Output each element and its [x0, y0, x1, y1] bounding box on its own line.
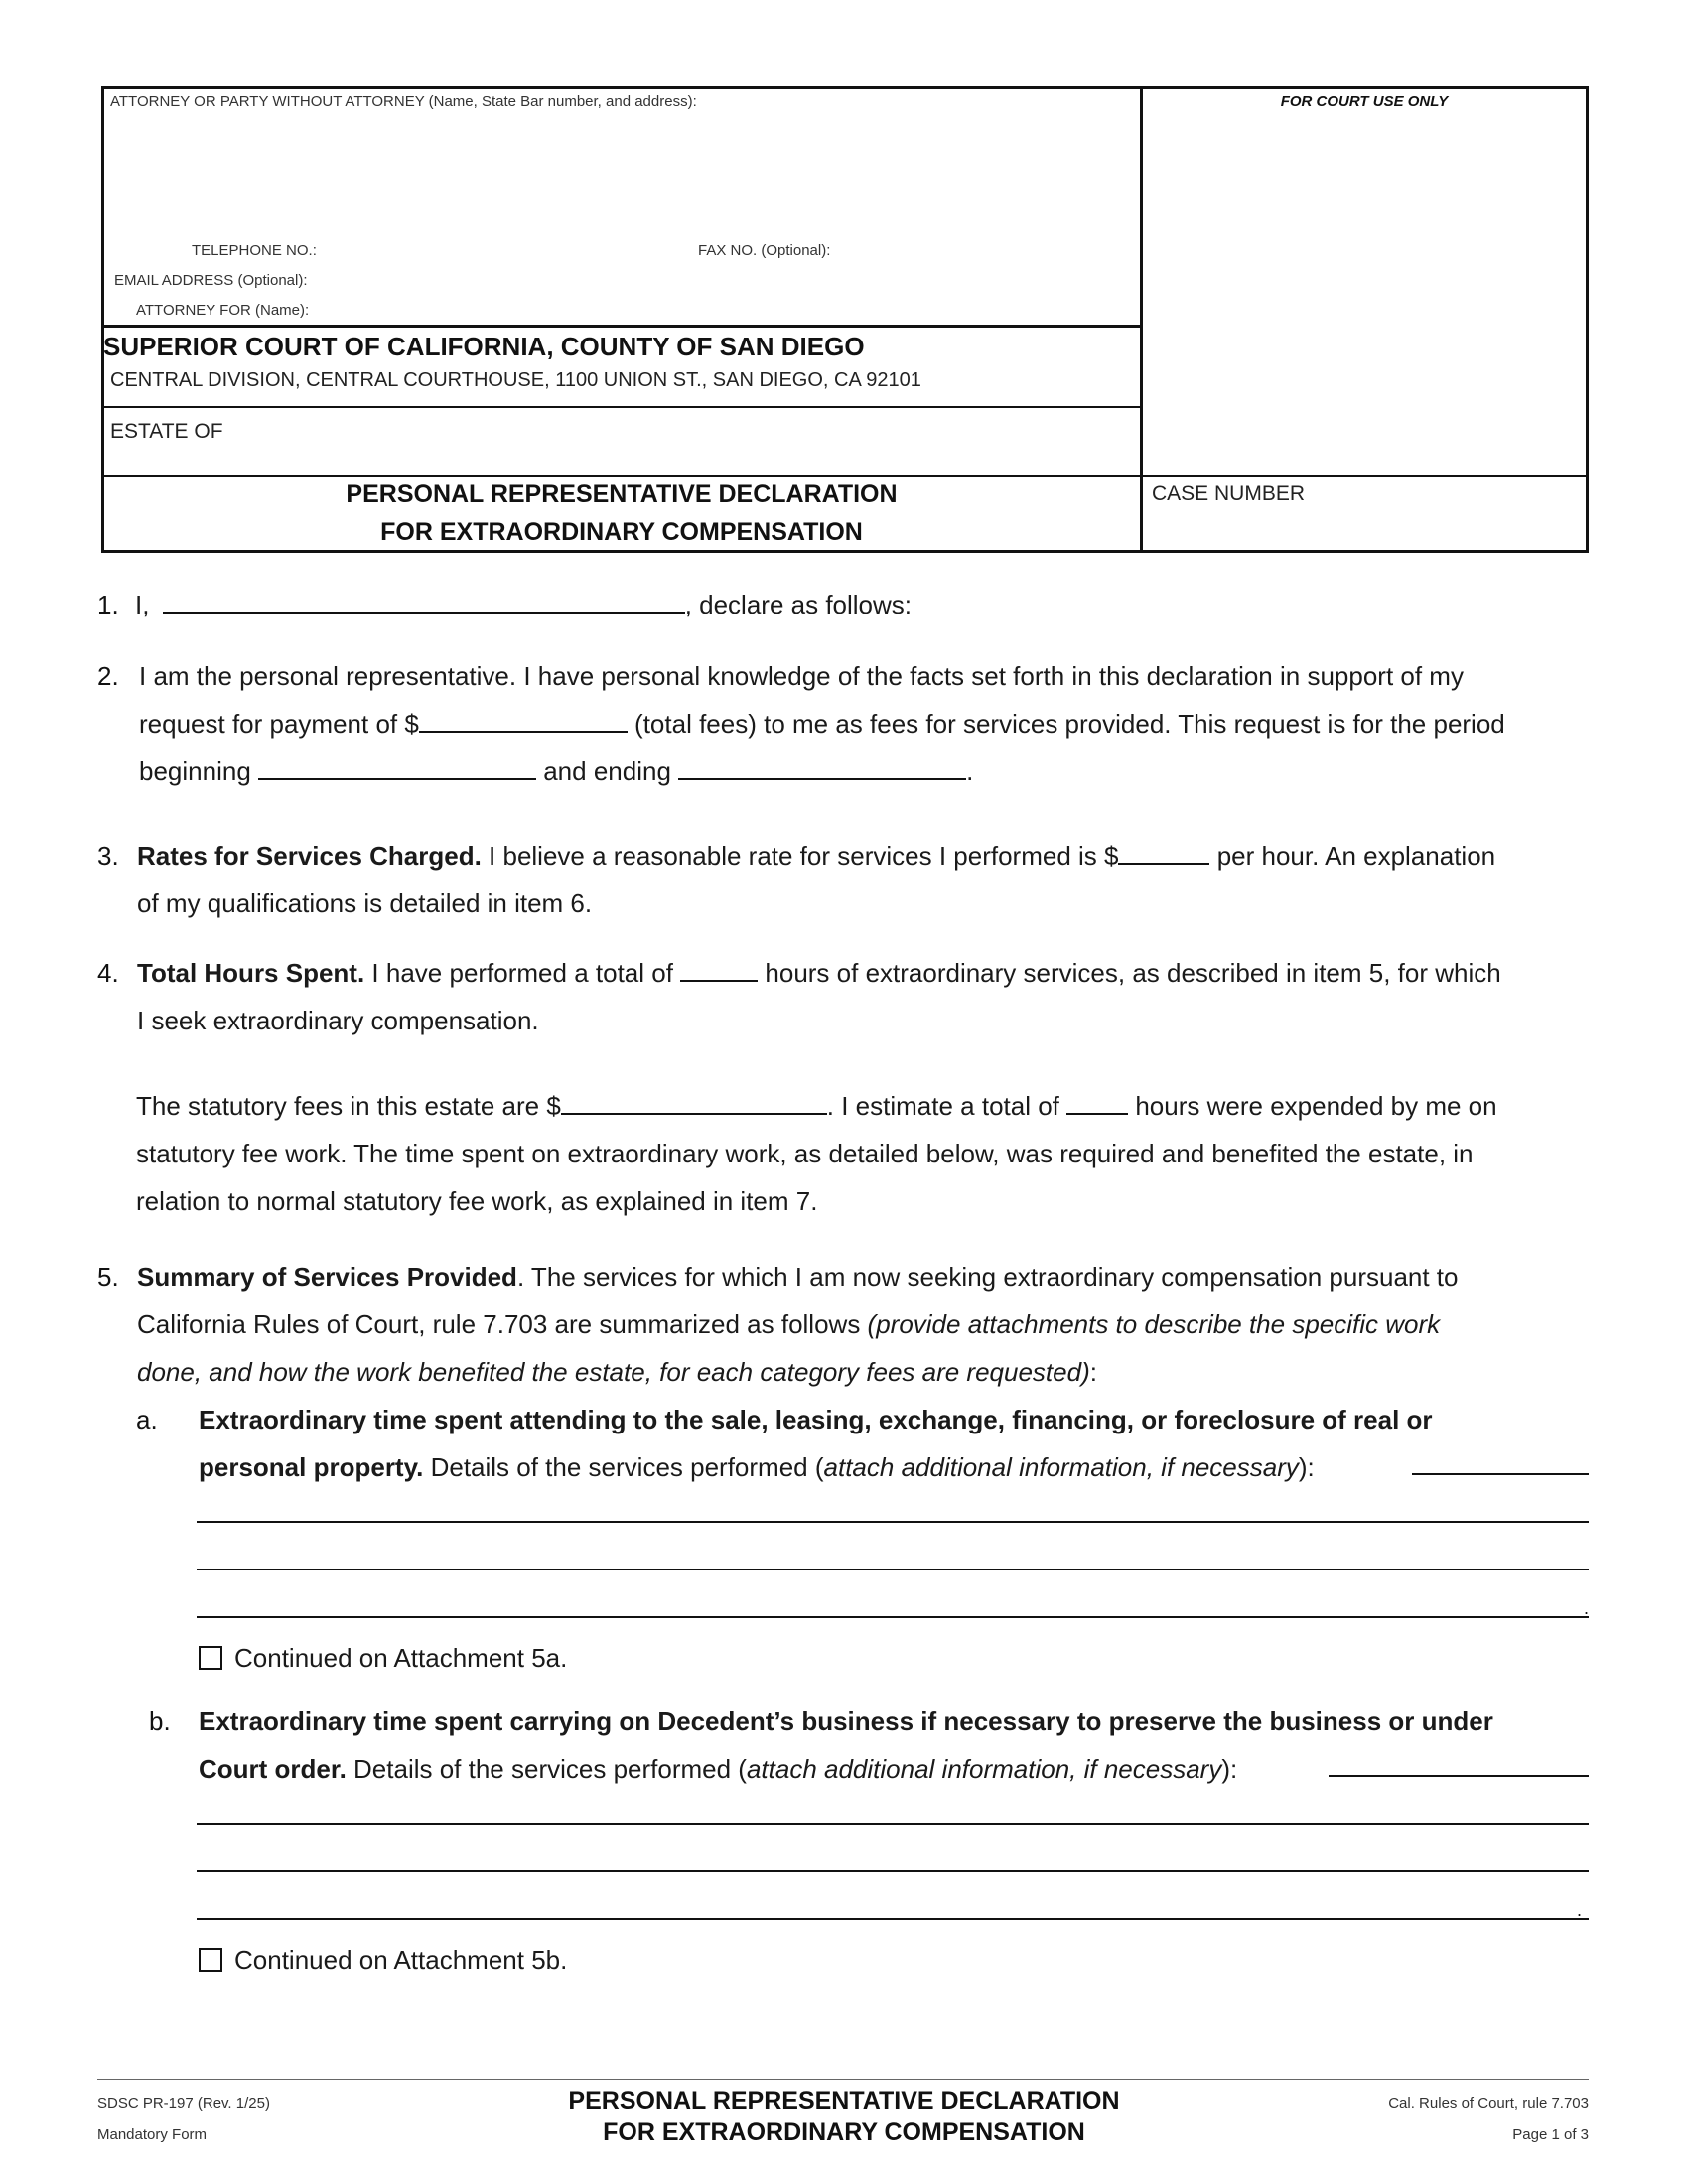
- item-2: [139, 652, 1599, 795]
- attorney-label: ATTORNEY OR PARTY WITHOUT ATTORNEY (Name, State Bar number, and address):: [110, 93, 697, 110]
- attachment-5a-checkbox[interactable]: [199, 1646, 222, 1670]
- estate-of-field[interactable]: [238, 415, 1132, 467]
- item-5a-details-field-2[interactable]: [197, 1521, 1589, 1523]
- statutory-hours-field[interactable]: [1066, 1089, 1128, 1115]
- footer-title-line1: PERSONAL REPRESENTATIVE DECLARATION: [568, 2087, 1120, 2115]
- item-4-heading: Total Hours Spent.: [137, 958, 365, 988]
- item-5a-details-field-3[interactable]: [197, 1569, 1589, 1570]
- attorney-name-field[interactable]: [107, 115, 1130, 234]
- item-5b-continued: [199, 1936, 567, 1983]
- court-name: SUPERIOR COURT OF CALIFORNIA, COUNTY OF SAN DIEGO: [103, 332, 865, 361]
- item-2-line2: request for payment of $ (total fees) to me as fees for services provided. This request is for the period: [139, 709, 1505, 739]
- statutory-fees-field[interactable]: [561, 1089, 827, 1115]
- item-5a-details-field-4[interactable]: [197, 1616, 1589, 1618]
- form-title-line1: PERSONAL REPRESENTATIVE DECLARATION: [346, 480, 898, 508]
- case-number-field[interactable]: [1152, 510, 1579, 548]
- item-5b-letter: b.: [149, 1706, 171, 1736]
- attorney-for-label: ATTORNEY FOR (Name):: [136, 302, 310, 319]
- item-3-number: 3.: [97, 841, 119, 871]
- item-5-line3: done, and how the work benefited the estate, for each category fees are requested):: [137, 1357, 1097, 1387]
- court-use-only-label: FOR COURT USE ONLY: [1280, 93, 1449, 110]
- period-beginning-field[interactable]: [258, 754, 536, 780]
- item-5a-heading-line1: Extraordinary time spent attending to the sale, leasing, exchange, financing, or foreclosure of real or: [199, 1405, 1433, 1434]
- item-1-pre: I,: [135, 590, 150, 619]
- mandatory-form: Mandatory Form: [97, 2126, 208, 2143]
- item-5b-period: .: [1577, 1900, 1583, 1920]
- period-ending-field[interactable]: [678, 754, 966, 780]
- item-2-line1: I am the personal representative. I have personal knowledge of the facts set forth in this declaration in support of my: [139, 661, 1464, 691]
- item-3-line1: Rates for Services Charged. I believe a reasonable rate for services I performed is $ per hour. An explanation: [137, 841, 1496, 871]
- telephone-field[interactable]: [334, 238, 681, 262]
- case-number-label: CASE NUMBER: [1152, 482, 1306, 505]
- item-5b-details-field-2[interactable]: [197, 1823, 1589, 1825]
- title-rule: [101, 475, 1589, 477]
- court-rule-bottom: [101, 406, 1142, 408]
- item-1-number: 1.: [97, 590, 119, 619]
- item-5b-heading-line1: Extraordinary time spent carrying on Decedent’s business if necessary to preserve the business or under: [199, 1706, 1493, 1736]
- item-3-line2: of my qualifications is detailed in item 6.: [137, 888, 593, 918]
- item-2-number: 2.: [97, 661, 119, 691]
- item-4-number: 4.: [97, 958, 119, 988]
- item-4: [137, 949, 1597, 1044]
- item-5a-period: .: [1584, 1598, 1590, 1618]
- total-fees-field[interactable]: [419, 707, 628, 733]
- item-4-para-line3: relation to normal statutory fee work, as explained in item 7.: [136, 1186, 818, 1216]
- form-number: SDSC PR-197 (Rev. 1/25): [97, 2095, 270, 2112]
- court-rule-top: [101, 325, 1142, 328]
- item-4-para-line2: statutory fee work. The time spent on extraordinary work, as detailed below, was required and benefited the estate, in: [136, 1139, 1474, 1168]
- item-5a-letter: a.: [136, 1405, 158, 1434]
- item-5-heading: Summary of Services Provided: [137, 1262, 517, 1292]
- item-1-post: , declare as follows:: [684, 590, 913, 619]
- footer-rule-citation: Cal. Rules of Court, rule 7.703: [1388, 2095, 1589, 2112]
- item-5a-heading-line2: personal property. Details of the services performed (attach additional information, if necessary):: [199, 1452, 1315, 1482]
- item-2-line3: beginning and ending .: [139, 756, 974, 786]
- attachment-5b-label: Continued on Attachment 5b.: [234, 1945, 568, 1975]
- email-field[interactable]: [334, 268, 1128, 292]
- footer-rule: [97, 2079, 1589, 2080]
- item-5a-continued: [199, 1634, 567, 1682]
- hourly-rate-field[interactable]: [1118, 839, 1209, 865]
- item-3: [137, 832, 1597, 927]
- item-1: [135, 581, 912, 628]
- item-4-line2: I seek extraordinary compensation.: [137, 1006, 539, 1035]
- court-use-field: [1144, 117, 1585, 473]
- item-4-line1: Total Hours Spent. I have performed a total of hours of extraordinary services, as described in item 5, for which: [137, 958, 1501, 988]
- fax-field[interactable]: [849, 238, 1127, 262]
- estate-of-label: ESTATE OF: [110, 420, 223, 443]
- item-5b-details-field-4[interactable]: [197, 1918, 1589, 1920]
- item-5a-details-field-1[interactable]: [1412, 1473, 1589, 1475]
- declarant-name-field[interactable]: [163, 588, 685, 614]
- attorney-for-field[interactable]: [334, 298, 1128, 322]
- attachment-5a-label: Continued on Attachment 5a.: [234, 1643, 568, 1673]
- court-address: CENTRAL DIVISION, CENTRAL COURTHOUSE, 1100 UNION ST., SAN DIEGO, CA 92101: [110, 369, 921, 391]
- item-5-number: 5.: [97, 1262, 119, 1292]
- form-title-line2: FOR EXTRAORDINARY COMPENSATION: [380, 518, 863, 546]
- item-3-heading: Rates for Services Charged.: [137, 841, 482, 871]
- item-5: [137, 1253, 1597, 1396]
- item-5b: [199, 1698, 1599, 1793]
- item-4-para-line1: The statutory fees in this estate are $ . I estimate a total of hours were expended by me on: [136, 1091, 1497, 1121]
- fax-label: FAX NO. (Optional):: [698, 242, 831, 259]
- item-5-line2: California Rules of Court, rule 7.703 are summarized as follows (provide attachments to describe the specific work: [137, 1309, 1441, 1339]
- item-5b-details-field-3[interactable]: [197, 1870, 1589, 1872]
- footer-title-line2: FOR EXTRAORDINARY COMPENSATION: [603, 2118, 1085, 2146]
- telephone-label: TELEPHONE NO.:: [192, 242, 317, 259]
- extraordinary-hours-field[interactable]: [680, 956, 758, 982]
- item-5b-details-field-1[interactable]: [1329, 1775, 1589, 1777]
- item-5a: [199, 1396, 1599, 1491]
- item-5-line1: Summary of Services Provided. The services for which I am now seeking extraordinary compensation pursuant to: [137, 1262, 1459, 1292]
- attachment-5b-checkbox[interactable]: [199, 1948, 222, 1972]
- item-4-paragraph: [136, 1082, 1596, 1225]
- page-number: Page 1 of 3: [1512, 2126, 1589, 2143]
- item-5b-heading-line2: Court order. Details of the services performed (attach additional information, if necessary):: [199, 1754, 1238, 1784]
- email-label: EMAIL ADDRESS (Optional):: [114, 272, 308, 289]
